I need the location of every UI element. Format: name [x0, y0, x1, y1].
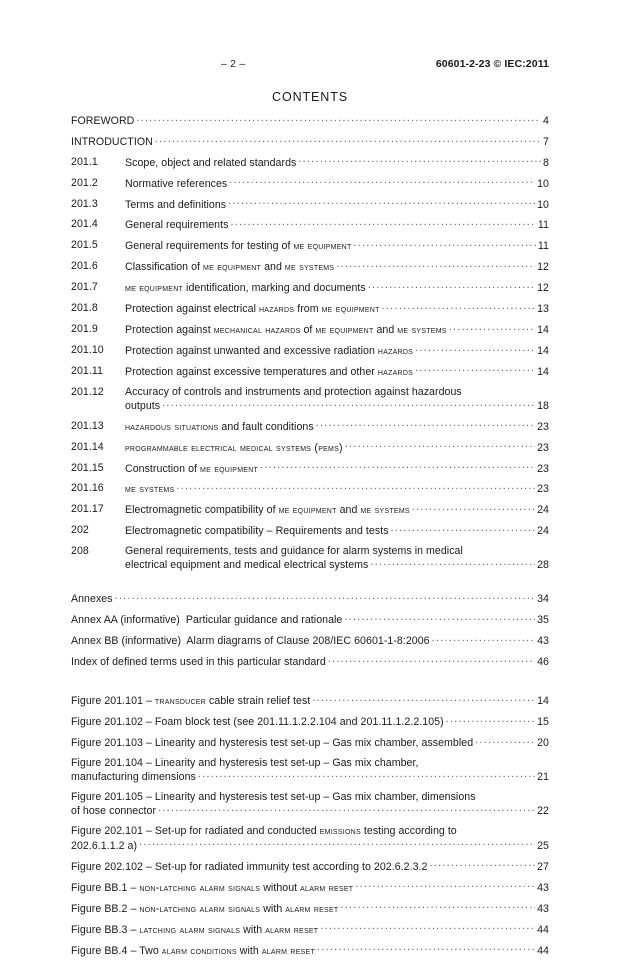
toc-entry-body: [71, 881, 549, 895]
toc-entry-title: Electromagnetic compatibility – Requirements and tests: [125, 525, 389, 538]
toc-entry-body: [71, 944, 549, 958]
toc-entry-page-number: 14: [537, 694, 549, 707]
toc-entry[interactable]: [71, 239, 549, 253]
toc-entry-body: [71, 135, 549, 149]
toc-entry[interactable]: [71, 135, 549, 149]
toc-entry-leader-line: [125, 302, 549, 316]
toc-entry[interactable]: [71, 613, 549, 627]
toc-entry[interactable]: [71, 634, 549, 648]
toc-entry-title: Protection against electrical hazards from me equipment: [125, 303, 380, 316]
toc-entry-page-number: 23: [537, 483, 549, 496]
toc-entry-leader-line: [71, 839, 549, 853]
toc-entry-body: [125, 239, 549, 253]
leader-dots: [155, 135, 541, 145]
toc-entry-number: 201.8: [71, 302, 98, 315]
toc-entry-leader-line: [71, 592, 549, 606]
toc-annexes-section: [71, 592, 549, 669]
leader-dots: [368, 281, 535, 291]
toc-entry-body: [71, 860, 549, 874]
leader-dots: [328, 655, 535, 665]
toc-entry-body: [71, 825, 549, 853]
toc-entry[interactable]: [71, 482, 549, 496]
toc-entry-page-number: 18: [537, 399, 549, 412]
toc-entry-page-number: 27: [537, 860, 549, 873]
toc-entry-leader-line: [71, 655, 549, 669]
toc-entry-title: of hose connector: [71, 805, 157, 818]
toc-entry-page-number: 15: [537, 715, 549, 728]
toc-entry-title: outputs: [125, 399, 161, 412]
toc-entry-title: Protection against excessive temperatures and other hazards: [125, 365, 414, 378]
toc-entry-page-number: 43: [537, 881, 549, 894]
toc-entry-page-number: 13: [537, 303, 549, 316]
toc-entry[interactable]: [71, 715, 549, 729]
toc-entry-number: 201.4: [71, 218, 98, 231]
toc-entry-page-number: 8: [543, 156, 549, 169]
toc-entry-leader-line: [71, 715, 549, 729]
toc-entry-title: Figure 201.101 – transducer cable strain relief test: [71, 694, 311, 707]
toc-entry-title: hazardous situations and fault conditions: [125, 420, 314, 433]
toc-entry[interactable]: [71, 655, 549, 669]
toc-entry-page-number: 23: [537, 441, 549, 454]
leader-dots: [354, 239, 536, 249]
toc-entry-page-number: 20: [537, 736, 549, 749]
toc-entry-page-number: 34: [537, 593, 549, 606]
toc-entry-leader-line: [125, 441, 549, 455]
toc-entry-leader-line: [125, 177, 549, 191]
toc-entry-number: 201.17: [71, 503, 104, 516]
toc-entry-title: Annexes: [71, 593, 113, 606]
toc-entry-title: Index of defined terms used in this particular standard: [71, 655, 326, 668]
leader-dots: [176, 482, 535, 492]
toc-entry-body: [71, 715, 549, 729]
toc-entry-page-number: 24: [537, 525, 549, 538]
toc-entry-body: [71, 757, 549, 785]
toc-entry-leader-line: [71, 902, 549, 916]
toc-entry-page-number: 25: [537, 839, 549, 852]
toc-entry[interactable]: [71, 503, 549, 517]
toc-entry[interactable]: [71, 281, 549, 295]
toc-entry-number: 201.3: [71, 197, 98, 210]
toc-entry-title: Protection against unwanted and excessive radiation hazards: [125, 344, 414, 357]
page-number-marker: – 2 –: [221, 58, 246, 70]
leader-dots: [370, 558, 535, 568]
leader-dots: [320, 923, 535, 933]
toc-entry-body: [125, 482, 549, 496]
leader-dots: [412, 503, 535, 513]
toc-entry-title: me systems: [125, 483, 175, 496]
toc-entry-leader-line: [125, 281, 549, 295]
toc-entry-page-number: 14: [537, 344, 549, 357]
toc-entry-leader-line: [71, 114, 549, 128]
toc-entry-title-line: Figure 201.105 – Linearity and hysteresis test set-up – Gas mix chamber, dimensions: [71, 791, 476, 804]
page-title: CONTENTS: [272, 90, 348, 104]
toc-entry[interactable]: [71, 365, 549, 379]
toc-entry-leader-line: [125, 218, 549, 232]
toc-entry-number: 201.15: [71, 461, 104, 474]
toc-entry-title: Figure BB.4 – Two alarm conditions with alarm reset: [71, 944, 315, 957]
toc-entry-leader-line: [125, 156, 549, 170]
section-spacer: [71, 676, 549, 689]
toc-entry-body: [125, 281, 549, 295]
toc-entry-body: [125, 344, 549, 358]
toc-entry-body: [125, 524, 549, 538]
toc-entry-title-line: Figure 202.101 – Set-up for radiated and conducted emissions testing according to: [71, 825, 457, 838]
toc-entry-leader-line: [71, 804, 549, 818]
toc-entry-body: [71, 923, 549, 937]
toc-entry-title: Electromagnetic compatibility of me equipment and me systems: [125, 504, 410, 517]
section-spacer: [71, 579, 549, 592]
toc-entry-page-number: 12: [537, 282, 549, 295]
toc-entry-title: Figure 201.102 – Foam block test (see 201.11.1.2.2.104 and 201.11.1.2.2.105): [71, 715, 444, 728]
toc-entry-body: [71, 114, 549, 128]
leader-dots: [415, 365, 535, 375]
toc-entry-title: 202.6.1.1.2 a): [71, 839, 138, 852]
toc-entry-body: [125, 218, 549, 232]
toc-entry-page-number: 21: [537, 771, 549, 784]
toc-entry[interactable]: [71, 462, 549, 476]
toc-entry-title: Annex AA (informative) Particular guidance and rationale: [71, 614, 343, 627]
toc-entry[interactable]: [71, 177, 549, 191]
toc-entry-body: [71, 634, 549, 648]
leader-dots: [415, 344, 535, 354]
leader-dots: [475, 736, 535, 746]
leader-dots: [136, 114, 541, 124]
toc-entry-page-number: 22: [537, 805, 549, 818]
toc-entry-leader-line: [71, 944, 549, 958]
toc-entry-leader-line: [125, 503, 549, 517]
toc-entry-number: 208: [71, 545, 89, 558]
toc-entry-number: 201.16: [71, 482, 104, 495]
toc-entry-body: [71, 902, 549, 916]
toc-entry[interactable]: [71, 902, 549, 916]
toc-entry[interactable]: [71, 218, 549, 232]
toc-entry-leader-line: [71, 613, 549, 627]
toc-entry-title: FOREWORD: [71, 115, 135, 127]
toc-entry-leader-line: [125, 198, 549, 212]
toc-entry-page-number: 23: [537, 462, 549, 475]
leader-dots: [260, 462, 535, 472]
toc-entry-page-number: 14: [537, 323, 549, 336]
leader-dots: [229, 177, 535, 187]
toc-entry-page-number: 44: [537, 944, 549, 957]
toc-entry-body: [125, 462, 549, 476]
leader-dots: [382, 302, 535, 312]
toc-entry-page-number: 11: [537, 240, 549, 253]
leader-dots: [355, 881, 535, 891]
leader-dots: [139, 839, 535, 849]
toc-entry-number: 201.13: [71, 419, 104, 432]
leader-dots: [312, 694, 535, 704]
leader-dots: [449, 323, 535, 333]
toc-entry-body: [125, 365, 549, 379]
toc-entry-title: manufacturing dimensions: [71, 771, 196, 784]
toc-entry-page-number: 35: [537, 614, 549, 627]
toc-entry[interactable]: [71, 592, 549, 606]
toc-entry-page-number: 23: [537, 420, 549, 433]
toc-entry-leader-line: [125, 323, 549, 337]
leader-dots: [430, 860, 536, 870]
toc-entry-body: [71, 592, 549, 606]
toc-entry-body: [125, 177, 549, 191]
toc-entry-leader-line: [71, 634, 549, 648]
leader-dots: [391, 524, 536, 534]
toc-entry-title-line: General requirements, tests and guidance for alarm systems in medical: [125, 545, 463, 558]
toc-entry-title: Scope, object and related standards: [125, 156, 297, 169]
toc-entry-body: [125, 386, 549, 414]
document-reference: 60601-2-23 © IEC:2011: [435, 58, 549, 70]
toc-entry-leader-line: [71, 860, 549, 874]
toc-entry-body: [71, 613, 549, 627]
toc-entry-title: Figure 202.102 – Set-up for radiated immunity test according to 202.6.2.3.2: [71, 860, 428, 873]
toc-entry-leader-line: [125, 260, 549, 274]
toc-entry-title: Construction of me equipment: [125, 462, 259, 475]
toc-entry[interactable]: [71, 323, 549, 337]
toc-entry[interactable]: [71, 881, 549, 895]
toc-entry-page-number: 10: [537, 177, 549, 190]
toc-entry[interactable]: [71, 420, 549, 434]
toc-entry-number: 201.9: [71, 322, 98, 335]
leader-dots: [446, 715, 535, 725]
leader-dots: [345, 441, 535, 451]
toc-entry-title: Figure BB.2 – non-latching alarm signals with alarm reset: [71, 902, 339, 915]
toc-entry-number: 201.6: [71, 260, 98, 273]
toc-clauses-section: [71, 114, 549, 573]
leader-dots: [317, 944, 535, 954]
toc-entry-leader-line: [71, 770, 549, 784]
toc-figures-section: [71, 694, 549, 958]
toc-entry-title: me equipment identification, marking and documents: [125, 282, 366, 295]
leader-dots: [336, 260, 535, 270]
toc-entry[interactable]: [71, 114, 549, 128]
toc-entry[interactable]: [71, 860, 549, 874]
toc-entry-title: Terms and definitions: [125, 198, 227, 211]
toc-entry-body: [71, 791, 549, 819]
toc-entry-title: Protection against mechanical hazards of me equipment and me systems: [125, 323, 447, 336]
leader-dots: [115, 592, 536, 602]
toc-entry[interactable]: [71, 198, 549, 212]
toc-entry[interactable]: [71, 524, 549, 538]
toc-entry[interactable]: [71, 386, 549, 414]
toc-entry-title: General requirements for testing of me equipment: [125, 240, 352, 253]
toc-entry[interactable]: [71, 944, 549, 958]
toc-entry-number: 201.5: [71, 239, 98, 252]
toc-entry-body: [71, 736, 549, 750]
leader-dots: [162, 399, 535, 409]
toc-entry-body: [125, 198, 549, 212]
toc-entry[interactable]: [71, 156, 549, 170]
toc-entry-leader-line: [125, 482, 549, 496]
toc-entry-body: [125, 323, 549, 337]
toc-entry-number: 201.14: [71, 440, 104, 453]
toc-entry[interactable]: [71, 825, 549, 853]
toc-entry-title-line: Figure 201.104 – Linearity and hysteresis test set-up – Gas mix chamber,: [71, 756, 419, 769]
toc-entry[interactable]: [71, 923, 549, 937]
table-of-contents: [71, 114, 549, 965]
toc-entry-leader-line: [71, 694, 549, 708]
leader-dots: [158, 804, 535, 814]
toc-entry-body: [125, 420, 549, 434]
leader-dots: [228, 198, 535, 208]
toc-entry-page-number: 28: [537, 559, 549, 572]
toc-entry-leader-line: [125, 239, 549, 253]
leader-dots: [316, 420, 535, 430]
toc-entry-body: [125, 503, 549, 517]
toc-entry-leader-line: [125, 399, 549, 413]
toc-entry-body: [125, 156, 549, 170]
toc-entry[interactable]: [71, 694, 549, 708]
toc-entry-title: INTRODUCTION: [71, 135, 153, 148]
toc-entry-page-number: 43: [537, 635, 549, 648]
toc-entry-leader-line: [125, 365, 549, 379]
toc-entry-leader-line: [71, 736, 549, 750]
toc-entry-body: [125, 260, 549, 274]
toc-entry-page-number: 10: [537, 198, 549, 211]
toc-entry-body: [71, 655, 549, 669]
leader-dots: [298, 156, 541, 166]
toc-entry-page-number: 46: [537, 655, 549, 668]
toc-entry-leader-line: [125, 558, 549, 572]
toc-entry-body: [125, 441, 549, 455]
toc-entry-number: 201.10: [71, 343, 104, 356]
toc-entry-title: Classification of me equipment and me systems: [125, 261, 335, 274]
toc-entry-body: [71, 694, 549, 708]
toc-entry-leader-line: [71, 881, 549, 895]
toc-entry-page-number: 4: [543, 115, 549, 127]
leader-dots: [230, 218, 535, 228]
toc-entry[interactable]: [71, 791, 549, 819]
leader-dots: [344, 613, 535, 623]
toc-entry[interactable]: [71, 441, 549, 455]
toc-entry-leader-line: [125, 524, 549, 538]
leader-dots: [198, 770, 535, 780]
toc-entry-title: Figure BB.3 – latching alarm signals with alarm reset: [71, 923, 319, 936]
toc-entry-title: electrical equipment and medical electrical systems: [125, 559, 369, 572]
toc-entry-number: 201.1: [71, 155, 98, 168]
toc-entry-leader-line: [71, 135, 549, 149]
running-header: [71, 58, 549, 74]
toc-entry-title: Normative references: [125, 177, 228, 190]
toc-entry-title: Figure BB.1 – non-latching alarm signals without alarm reset: [71, 881, 354, 894]
toc-entry-title: Figure 201.103 – Linearity and hysteresis test set-up – Gas mix chamber, assembled: [71, 736, 474, 749]
toc-entry[interactable]: [71, 302, 549, 316]
toc-entry-leader-line: [125, 420, 549, 434]
toc-entry-page-number: 14: [537, 365, 549, 378]
toc-entry[interactable]: [71, 545, 549, 573]
toc-entry-leader-line: [125, 344, 549, 358]
toc-entry-body: [125, 545, 549, 573]
toc-entry-page-number: 11: [537, 219, 549, 232]
toc-entry-page-number: 44: [537, 923, 549, 936]
toc-entry-leader-line: [125, 462, 549, 476]
toc-entry[interactable]: [71, 344, 549, 358]
toc-entry-number: 201.7: [71, 281, 98, 294]
toc-entry-number: 202: [71, 524, 89, 537]
toc-entry-page-number: 12: [537, 261, 549, 274]
toc-entry[interactable]: [71, 736, 549, 750]
toc-entry-number: 201.2: [71, 176, 98, 189]
leader-dots: [340, 902, 535, 912]
toc-entry-page-number: 24: [537, 504, 549, 517]
toc-entry[interactable]: [71, 757, 549, 785]
toc-entry-page-number: 43: [537, 902, 549, 915]
toc-entry-title-line: Accuracy of controls and instruments and protection against hazardous: [125, 385, 462, 398]
toc-entry-title: General requirements: [125, 219, 229, 232]
toc-entry-number: 201.12: [71, 385, 104, 398]
toc-entry-number: 201.11: [71, 364, 103, 377]
toc-entry-title: programmable electrical medical systems (pems): [125, 441, 343, 454]
toc-entry-body: [125, 302, 549, 316]
toc-entry-page-number: 7: [543, 135, 549, 148]
toc-entry-leader-line: [71, 923, 549, 937]
toc-entry[interactable]: [71, 260, 549, 274]
leader-dots: [432, 634, 535, 644]
toc-entry-title: Annex BB (informative) Alarm diagrams of Clause 208/IEC 60601-1-8:2006: [71, 635, 430, 648]
